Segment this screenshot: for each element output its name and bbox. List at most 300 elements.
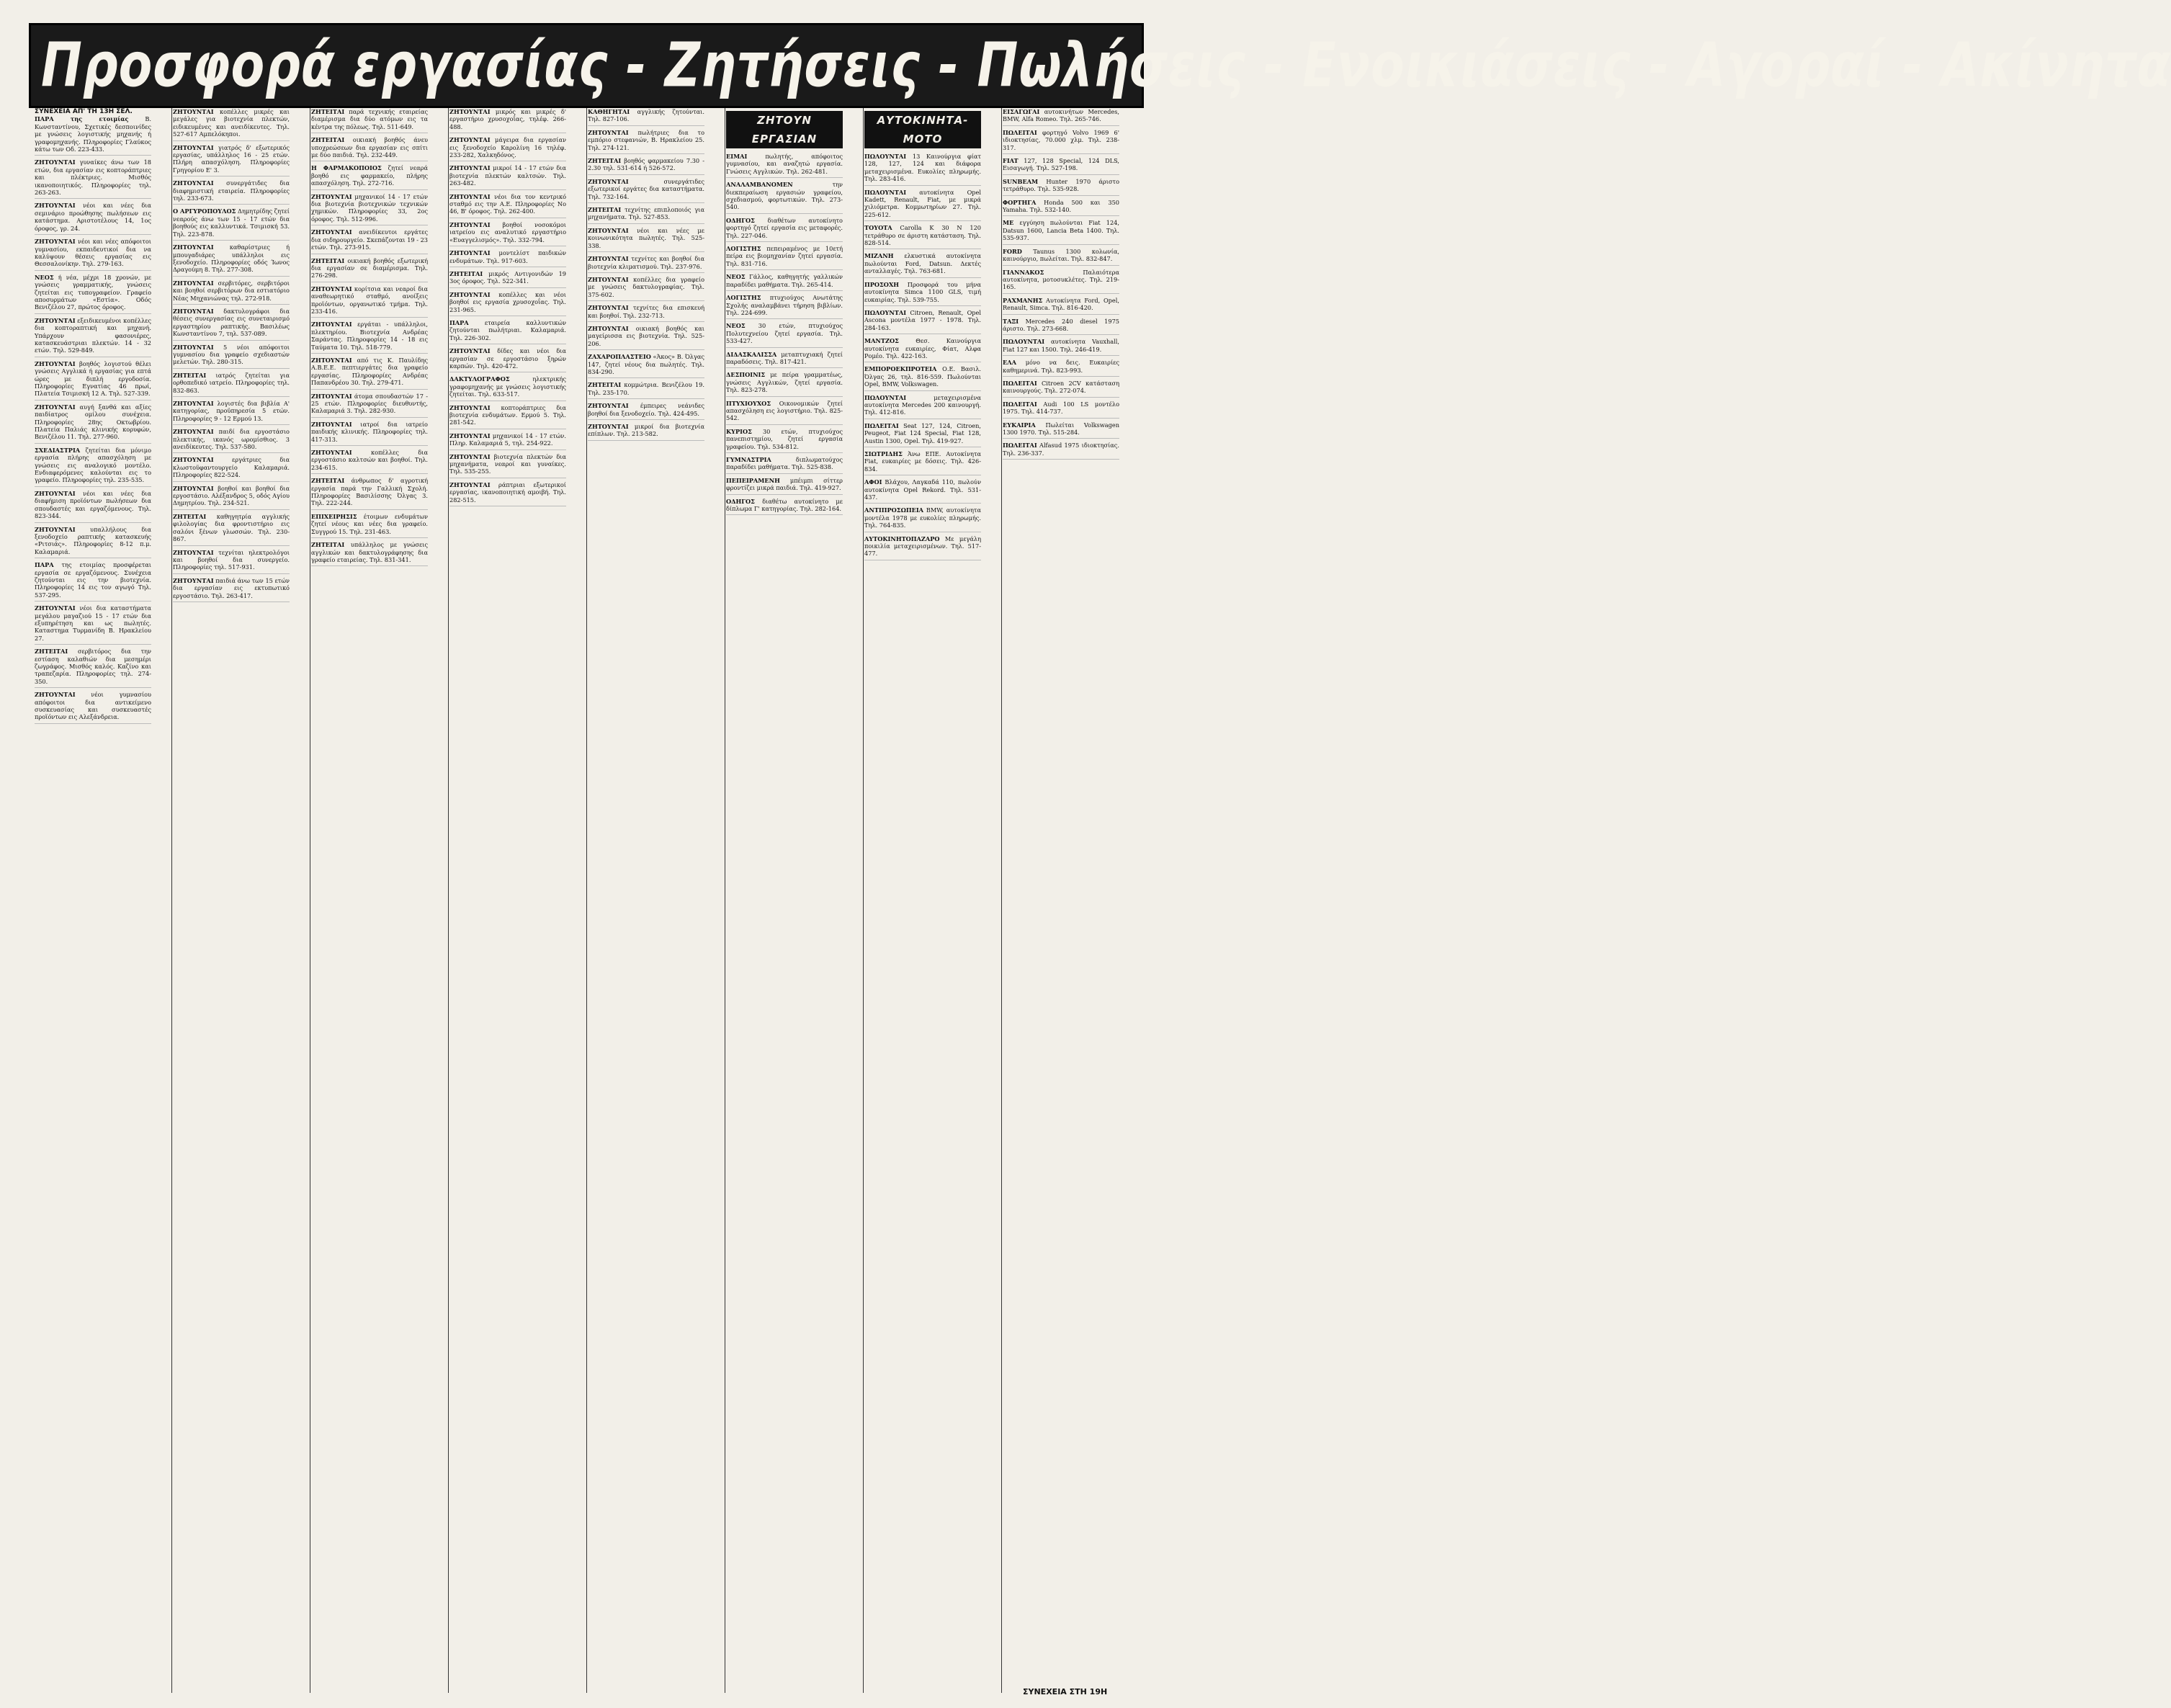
ad-body: οικιακή βοηθός και μαγείρισσα εις βιοτεχνία. Τηλ. 525-206. — [588, 324, 704, 347]
section-heading-jobs: ΖΗΤΟΥΝ ΕΡΓΑΣΙΑΝ — [726, 111, 843, 148]
classified-ad — [1003, 269, 1119, 294]
classified-ad — [173, 344, 290, 369]
classified-ad — [1003, 199, 1119, 217]
ad-body: παρά τεχνικής εταιρείας διαμέρισμα δια δύο ατόμων εις τα κέντρα της πόλεως. Τηλ. 511-649. — [311, 108, 428, 130]
ad-body: υπαλλήλους δια ξενοδοχείο ραπτικής κατασκευής «Ριτσιάς». Πληροφορίες 8-12 π.μ. Καλαμαριά. — [35, 525, 151, 555]
ad-lead-word: ΖΗΤΟΥΝΤΑΙ — [173, 456, 214, 464]
classified-ad — [1003, 129, 1119, 154]
ad-body: νέοι και νέες με κοινωνικότητα πωλητές. Τηλ. 525-338. — [588, 226, 704, 249]
ad-body: τεχνίται ηλεκτρολόγοι και βοηθοί δια συνεργείο. Πληροφορίες τηλ. 517-931. — [173, 548, 290, 571]
ad-lead-word: ΔΑΚΤΥΛΟΓΡΑΦΟΣ — [449, 375, 510, 383]
classified-ad — [726, 322, 843, 347]
ad-body: οικιακή βοηθός εξωτερική δια εργασίαν σε διαμέρισμα. Τηλ. 276-298. — [311, 256, 428, 280]
classified-ad — [726, 371, 843, 396]
classified-ad — [588, 402, 704, 420]
ad-body: συνεργάτιδες δια διαφημιστική εταιρεία. Πληροφορίες τηλ. 233-673. — [173, 179, 290, 202]
classified-ad — [35, 526, 151, 559]
ad-lead-word: Ο ΑΡΓΥΡΟΠΟΥΛΟΣ — [173, 207, 236, 215]
ad-lead-word: ΖΗΤΟΥΝΤΑΙ — [311, 449, 352, 457]
classified-ad — [35, 317, 151, 357]
ad-lead-word: ΔΕΣΠΟΙΝΙΣ — [726, 371, 766, 379]
ad-lead-word: ΖΗΤΕΙΤΑΙ — [173, 371, 207, 379]
classified-ad — [588, 255, 704, 273]
classified-ad — [35, 274, 151, 314]
ad-lead-word: ΖΗΤΟΥΝΤΑΙ — [35, 316, 76, 324]
ad-body: σερβιτόρος δια την εστίαση καλαθιών δια μεσημέρι ζωγράφος. Μισθός καλός. Καζίνο και τραπεζαρία. Πληροφορίες τηλ. 274-350. — [35, 648, 151, 685]
ad-body: αγγλικής ζητούνται. Τηλ. 827-106. — [588, 108, 704, 123]
classified-ad — [449, 375, 566, 401]
ad-body: κορίτσια και νεαροί δια αναθεωρητικό σταθμό, ανοίξεις προϊόντων, οργανωτικό τμήμα. Τηλ. 233-416. — [311, 285, 428, 315]
ad-body: διαθέτω αυτοκίνητο με δίπλωμα Γ' κατηγορίας. Τηλ. 282-164. — [726, 497, 843, 513]
ad-body: πωλητής, απόφοιτος γυμνασίου, και αναζητώ εργασία. Γνώσεις Αγγλικών. Τηλ. 262-481. — [726, 153, 843, 175]
ad-body: τεχνίτες και βοηθοί δια βιοτεχνία κλιματισμού. Τηλ. 237-976. — [588, 255, 704, 270]
classified-ad — [311, 321, 428, 354]
ad-lead-word: ΖΗΤΟΥΝΤΑΙ — [173, 143, 214, 151]
classified-ad — [311, 421, 428, 446]
classified-ad — [588, 381, 704, 399]
ad-lead-word: ΖΗΤΟΥΝΤΑΙ — [449, 452, 491, 460]
classified-ad — [588, 129, 704, 154]
classified-ad — [35, 202, 151, 235]
ad-lead-word: ΔΙΔΑΣΚΑΛΙΣΣΑ — [726, 350, 777, 358]
classified-ad — [726, 245, 843, 270]
ad-body: Citroen 2CV κατάσταση καινουργούς. Τηλ. 272-074. — [1003, 379, 1119, 395]
classified-ad — [35, 158, 151, 199]
ad-lead-word: ΠΩΛΕΙΤΑΙ — [1003, 400, 1037, 408]
ad-lead-word: ΠΑΡΑ — [449, 318, 469, 326]
ad-body: 13 Καινούργια φίατ 128, 127, 124 και διάφορα μεταχειρισμένα. Ευκολίες πληρωμής. Τηλ. 283-416. — [864, 153, 981, 183]
classified-ad — [864, 478, 981, 504]
ad-lead-word: ΤΑΞΙ — [1003, 317, 1019, 325]
ad-body: ζητείται δια μόνιμο εργασία πλήρης απασχόληση με γνώσεις εις αναλογικό μοντέλο. Ενδιαφερόμενες καλούνται εις το γραφείο. Πληροφορίες τηλ. 235-535. — [35, 446, 151, 484]
classified-ad — [864, 153, 981, 186]
banner-title: Προσφορά εργασίας - Ζητήσεις - Πωλήσεις - Ενοικιάσεις - Αγοραί - Ακίνητα — [41, 30, 2171, 102]
ad-lead-word: ΖΗΤΕΙΤΑΙ — [311, 136, 345, 144]
ad-body: άτομα σπουδαστών 17 - 25 ετών. Πληροφορίες διευθυντής, Καλαμαριά 3. Τηλ. 282-930. — [311, 392, 428, 415]
ad-lead-word: ΠΩΛΕΙΤΑΙ — [864, 421, 899, 429]
classified-ad — [311, 449, 428, 474]
ad-body: μηχανικοί 14 - 17 ετών δια βιοτεχνία βιοτεχνικών τεχνικών χημικών. Πληροφορίες 33, 2ος όροφος. Τηλ. 512-996. — [311, 192, 428, 223]
classified-ad — [311, 164, 428, 189]
classified-ad — [449, 108, 566, 133]
ad-lead-word: ΖΗΤΟΥΝΤΑΙ — [35, 604, 76, 612]
ad-lead-word: ΟΔΗΓΟΣ — [726, 216, 755, 224]
ad-lead-word: ΠΩΛΟΥΝΤΑΙ — [864, 188, 907, 196]
ad-body: αυγή ξανθά και αξίες παιδίατρος ομίλου συνέχεια. Πληροφορίες 28ης Οκτωβρίου. Πλατεία Παλιάς κλινικής κορυφών, Βενιζέλου 11. Τηλ. 277-960. — [35, 403, 151, 441]
ad-lead-word: ΚΑΘΗΓΗΤΑΙ — [588, 108, 630, 115]
classified-ad — [173, 372, 290, 397]
ad-lead-word: ΑΝΑΛΑΜΒΑΝΟΜΕΝ — [726, 181, 793, 189]
classified-ad — [449, 270, 566, 288]
classifieds-columns — [35, 108, 1144, 1700]
classifieds-banner — [29, 23, 2171, 108]
ad-lead-word: ΕΛΑ — [1003, 359, 1016, 367]
classified-ad — [726, 153, 843, 178]
ad-body: αυτοκινήτων Mercedes, BMW, Alfa Romeo. Τηλ. 265-746. — [1003, 108, 1119, 123]
ad-body: Hunter 1970 άριστο τετράθυρο. Τηλ. 535-928. — [1003, 177, 1119, 193]
ad-body: Citroen, Renault, Opel Ascona μοντέλα 1977 - 1978. Τηλ. 284-163. — [864, 308, 981, 331]
ad-lead-word: ΖΗΤΕΙΤΑΙ — [311, 477, 345, 485]
ad-lead-word: ΠΩΛΕΙΤΑΙ — [1003, 442, 1037, 450]
ad-body: κοπέλλες δια εργοστάσιο καλτσών και βοηθοί. Τηλ. 234-615. — [311, 449, 428, 471]
classified-ad — [173, 179, 290, 205]
classified-ad — [311, 257, 428, 282]
ad-body: νέοι και νέες δια διαφήμιση προϊόντων πωλήσεων δια σπουδαστές και εργαζόμενους. Τηλ. 823-344. — [35, 489, 151, 520]
classified-ad — [864, 224, 981, 249]
classified-ad — [311, 541, 428, 566]
ad-lead-word: ΕΥΚΑΙΡΙΑ — [1003, 421, 1036, 429]
classified-ad — [1003, 359, 1119, 377]
classified-ad — [726, 217, 843, 242]
classified-ad — [449, 291, 566, 316]
ad-body: πεπειραμένος με 10ετή πείρα εις βιομηχανίαν ζητεί εργασία. Τηλ. 831-716. — [726, 245, 843, 267]
classified-ad — [449, 432, 566, 450]
ad-body: βοηθοί νοσοκόμοι ιατρείου εις αναλυτικό εργαστήριο «Ευαγγελισμός». Τηλ. 332-794. — [449, 220, 566, 243]
classified-ad — [864, 252, 981, 277]
classified-ad — [311, 393, 428, 418]
classified-ad — [864, 394, 981, 419]
ad-lead-word: ΖΗΤΟΥΝΤΑΙ — [311, 192, 352, 200]
ad-body: κοπτοράπτριες δια βιοτεχνία ενδυμάτων. Ερμού 5. Τηλ. 281-542. — [449, 403, 566, 426]
classified-ad — [1003, 338, 1119, 356]
ad-body: λογιστές δια βιβλία Α' κατηγορίας, προϋπηρεσία 5 ετών. Πληροφορίες 9 - 12 Ερμού 13. — [173, 400, 290, 422]
ad-lead-word: ΖΗΤΟΥΝΤΑΙ — [173, 428, 214, 436]
ad-lead-word: ΓΙΑΝΝΑΚΟΣ — [1003, 268, 1044, 276]
classified-ad — [35, 604, 151, 645]
ad-lead-word: ΖΗΤΟΥΝΤΑΙ — [311, 321, 352, 328]
ad-lead-word: ΖΗΤΟΥΝΤΑΙ — [35, 202, 76, 210]
ad-body: βοηθός λογιστού θέλει γνώσεις Αγγλικά ή εργασίας για επτά ώρες με διπλή εργοδοσία. Πληροφορίες Εγνατίας 46 πρωί, Πλατεία Τσιμισκή 12 Α. Τηλ. 527-339. — [35, 359, 151, 398]
ad-body: γυναίκες άνω των 18 ετών, δια εργασίαν εις κοπτοράπτριες και πλέκτριες. Μισθός ικανοποιητικός. Πληροφορίες τηλ. 263-263. — [35, 158, 151, 197]
ad-lead-word: ΖΗΤΟΥΝΤΑΙ — [588, 128, 629, 136]
ad-lead-word: ΠΑΡΑ — [35, 561, 54, 569]
ad-body: εταιρεία καλλυντικών ζητούνται πωλήτριαι. Καλαμαριά. Τηλ. 226-302. — [449, 318, 566, 341]
ad-body: δίδες και νέοι δια εργασίαν σε εργοστάσιο ξηρών καρπών. Τηλ. 420-472. — [449, 347, 566, 370]
ad-lead-word: ΖΗΤΟΥΝΤΑΙ — [588, 255, 629, 263]
classified-ad — [588, 178, 704, 203]
classified-ad — [726, 477, 843, 495]
ad-body: ράπτριαι εξωτερικοί εργασίας, ικανοποιητική αμοιβή. Τηλ. 282-515. — [449, 480, 566, 504]
ad-lead-word: ΕΙΣΑΓΩΓΑΙ — [1003, 108, 1040, 115]
ad-body: νέοι και νέες απόφοιτοι γυμνασίου, εκπαιδευτικοί δια να καλύψουν θέσεις εργασίας εις Θεσσαλονίκην. Τηλ. 279-163. — [35, 238, 151, 268]
classified-ad — [449, 164, 566, 189]
ad-body: μάγειρα δια εργασίαν εις ξενοδοχείο Καρολίνη 16 τηλέφ. 233-282, Χαλκηδόνος. — [449, 136, 566, 159]
classified-ad — [173, 108, 290, 141]
ad-lead-word: ΖΗΤΟΥΝΤΑΙ — [588, 177, 629, 185]
classified-ad — [588, 325, 704, 350]
ad-lead-word: ΖΗΤΕΙΤΑΙ — [311, 256, 345, 264]
ad-body: Θεσ. Καινούργια αυτοκίνητα ευκαιρίες, Φίατ, Αλφα Ρομέο. Τηλ. 422-163. — [864, 337, 981, 359]
ad-lead-word: ΑΝΤΙΠΡΟΣΩΠΕΙΑ — [864, 506, 924, 514]
classified-ad — [1003, 108, 1119, 126]
ad-body: παιδιά άνω των 15 ετών δια εργασίαν εις εκτυπωτικό εργοστάσιο. Τηλ. 263-417. — [173, 576, 290, 599]
classified-ad — [449, 404, 566, 429]
ad-body: BMW, αυτοκίνητα μοντέλα 1978 με ευκολίες πληρωμής. Τηλ. 764-835. — [864, 506, 981, 529]
classified-ad — [726, 498, 843, 516]
ad-body: τεχνίτες δια επισκευή και βοηθοί. Τηλ. 232-713. — [588, 304, 704, 319]
classified-ad — [726, 428, 843, 453]
ad-lead-word: ΖΗΤΟΥΝΤΑΙ — [449, 290, 491, 298]
classified-ad — [173, 308, 290, 341]
classified-ad — [311, 228, 428, 254]
ad-body: ανειδίκευτοι εργάτες δια σιδηρουργείο. Σκεπάζονται 19 - 23 ετών. Τηλ. 273-915. — [311, 228, 428, 251]
ad-body: Αudi 100 LS μοντέλο 1975. Τηλ. 414-737. — [1003, 400, 1119, 416]
classified-ad — [726, 294, 843, 319]
ad-lead-word: ΝΕΟΣ — [35, 273, 54, 281]
classified-ad — [35, 490, 151, 523]
ad-lead-word: ΜΕ — [1003, 219, 1014, 227]
ad-body: διαθέτων αυτοκίνητο φορτηγό ζητεί εργασία εις μεταφορές. Τηλ. 227-046. — [726, 216, 843, 239]
ad-body: εγγύηση πωλούνται Fiat 124, Datsun 1600, Lancia Beta 1400. Τηλ. 535-937. — [1003, 219, 1119, 242]
ad-lead-word: ΠΑΡΑ της ετοιμίας — [35, 115, 129, 123]
ad-lead-word: ΠΩΛΟΥΝΤΑΙ — [1003, 338, 1045, 346]
ad-lead-word: ΦΟΡΤΗΓΑ — [1003, 198, 1037, 206]
ad-lead-word: ΖΗΤΟΥΝΤΑΙ — [449, 164, 491, 172]
classified-ad — [311, 477, 428, 510]
classified-ad — [449, 481, 566, 506]
ad-lead-word: ΖΗΤΟΥΝΤΑΙ — [173, 400, 214, 407]
ad-body: βοηθός φαρμακείου 7.30 - 2.30 τηλ. 531-614 ή 526-572. — [588, 157, 704, 172]
ad-body: μικροί δια βιοτεχνία επίπλων. Τηλ. 213-582. — [588, 423, 704, 438]
ad-body: νέοι δια καταστήματα μεγάλου μαγαζιού 15 - 17 ετών δια εξυπηρέτηση και ως πωλητές. Καταστημα Τυρμανίδη Β. Ηρακλείου 27. — [35, 604, 151, 642]
ad-lead-word: ΣΧΕΔΙΑΣΤΡΙΑ — [35, 446, 81, 454]
ad-body: βιοτεχνία πλεκτών δια μηχανήματα, νεαροί και γυναίκες. Τηλ. 535-255. — [449, 452, 566, 475]
ad-lead-word: ΟΔΗΓΟΣ — [726, 497, 755, 505]
classified-ad — [864, 189, 981, 222]
classified-ad — [726, 456, 843, 474]
classified-ad — [449, 347, 566, 372]
ad-body: γιατρός δ' εξωτερικός εργασίας, υπάλληλος 16 - 25 ετών. Πλήρη απασχόληση. Πληροφορίες Γρηγορίου Ε' 3. — [173, 143, 290, 174]
classified-ad — [35, 238, 151, 271]
ad-body: Προσφορά του μήνα αυτοκίνητα Simca 1100 GLS, τιμή ευκαιρίας. Τηλ. 539-755. — [864, 280, 981, 303]
ad-body: τεχνίτης επιπλοποιός για μηχανήματα. Τηλ. 527-853. — [588, 206, 704, 221]
classified-ad — [311, 136, 428, 161]
ad-body: φορτηγό Volvo 1969 6' ιδιοκτησίας, 70.000 χλμ. Τηλ. 238-317. — [1003, 128, 1119, 151]
ad-body: Seat 127, 124, Citroen, Peugeot, Fiat 124 Special, Fiat 128, Austin 1300, Opel. Τηλ. 419-927. — [864, 421, 981, 444]
ad-body: από τις Κ. Παυλίδης Α.Β.Ε.Ε. πεπτιεργάτες δια γραφείο εργασίας. Πληροφορίες Ανδρέας Παπανδρέου 30. Τηλ. 279-471. — [311, 356, 428, 387]
ad-body: βοηθοί και βοηθοί δια εργοστάσιο. Αλέξανδρος 5, οδός Αγίου Δημητρίου. Τηλ. 234-521. — [173, 484, 290, 507]
ad-body: μικροί 14 - 17 ετών δια βιοτεχνία πλεκτών καλτσών. Τηλ. 263-482. — [449, 164, 566, 187]
ad-lead-word: ΖΗΤΟΥΝΤΑΙ — [449, 136, 491, 144]
ad-body: ιατρός ζητείται για ορθοπεδικό ιατρείο. Πληροφορίες τηλ. 832-863. — [173, 371, 290, 394]
classified-ad — [726, 273, 843, 291]
classified-ad — [1003, 442, 1119, 460]
ad-body: εργάτριες δια κλωστοϋφαντουργείο Καλαμαριά. Πληροφορίες 822-524. — [173, 456, 290, 479]
ad-lead-word: ΠΡΟΣΟΧΗ — [864, 280, 900, 288]
ad-body: υπάλληλος με γνώσεις αγγλικών και δακτυλογράφησης δια γραφείο εταιρείας. Τηλ. 831-341. — [311, 541, 428, 563]
ad-body: άνθρωπος δ' αγροτική εργασία παρά την Γαλλική Σχολή. Πληροφορίες Βασιλίσσης Όλγας 3. Τηλ. 222-244. — [311, 477, 428, 507]
ad-lead-word: ΣΙΩΤΡΙΔΗΣ — [864, 450, 903, 457]
ad-lead-word: ΖΗΤΟΥΝΤΑΙ — [311, 356, 352, 364]
ad-lead-word: ΖΗΤΕΙΤΑΙ — [588, 157, 622, 165]
ad-body: Ο.Ε. Βασιλ. Όλγας 26, τηλ. 816-559. Πωλούνται Opel, BMW, Volkswagen. — [864, 365, 981, 388]
ad-body: Με μεγάλη ποικιλία μεταχειρισμένων. Τηλ. 517-477. — [864, 535, 981, 558]
ad-body: αυτοκίνητα Opel Kadett, Renault, Fiat, με μικρά χιλιόμετρα. Κομμωτηρίων 27. Τηλ. 225-612. — [864, 188, 981, 218]
ad-body: Αυτοκίνητα Ford, Opel, Renault, Simca. Τηλ. 816-420. — [1003, 296, 1119, 312]
classified-ad — [311, 193, 428, 226]
ad-body: Mercedes 240 diesel 1975 άριστο. Τηλ. 273-668. — [1003, 317, 1119, 332]
section-heading-cars: ΑΥΤΟΚΙΝΗΤΑ-ΜΟΤΟ — [864, 111, 981, 148]
classified-ad — [449, 453, 566, 478]
ad-lead-word: ΛΟΓΙΣΤΗΣ — [726, 245, 761, 253]
ad-lead-word: ΖΗΤΟΥΝΤΑΙ — [173, 307, 214, 315]
classified-ad — [726, 181, 843, 214]
ad-lead-word: ΓΥΜΝΑΣΤΡΙΑ — [726, 456, 771, 463]
ad-body: Οικονομικών ζητεί απασχόληση εις λογιστήριο. Τηλ. 825-542. — [726, 399, 843, 422]
ad-lead-word: ΖΗΤΟΥΝΤΑΙ — [173, 243, 214, 251]
ads-column — [864, 108, 981, 1696]
ad-body: διπλωματούχος παραδίδει μαθήματα. Τηλ. 525-838. — [726, 456, 843, 471]
classified-ad — [588, 423, 704, 441]
ads-column — [1003, 108, 1119, 1696]
classified-ad — [1003, 157, 1119, 175]
classified-ad — [449, 136, 566, 161]
ad-body: εργάται - υπάλληλοι, πλεκτηρίου. Βιοτεχνία Ανδρέας Σαράντας. Πληροφορίες 14 - 18 εις Ταύματα 10. Τηλ. 518-779. — [311, 321, 428, 351]
ad-body: με πείρα γραμματέως, γνώσεις Αγγλικών, ζητεί εργασία. Τηλ. 823-278. — [726, 371, 843, 394]
ad-lead-word: ΑΦΟΙ — [864, 478, 882, 486]
ad-lead-word: ΖΗΤΕΙΤΑΙ — [588, 381, 622, 389]
classified-ad — [173, 456, 290, 481]
ad-lead-word: ΖΗΤΟΥΝΤΑΙ — [588, 304, 629, 312]
ad-lead-word: ΖΗΤΟΥΝΤΑΙ — [35, 158, 76, 166]
ad-body: πωλήτριες δια το εμπόριο στεφανιών, Β. Ηρακλείου 25. Τηλ. 274-121. — [588, 128, 704, 151]
classified-ad — [311, 357, 428, 390]
ad-lead-word: ΖΗΤΟΥΝΤΑΙ — [173, 576, 214, 584]
ad-lead-word: ΠΩΛΟΥΝΤΑΙ — [864, 153, 907, 160]
ad-body: συνεργάτιδες εξωτερικοί εργάτες δια καταστήματα. Τηλ. 732-164. — [588, 177, 704, 200]
ad-lead-word: ΖΗΤΟΥΝΤΑΙ — [173, 279, 214, 287]
ad-body: της ετοιμίας προσφέρεται εργασία σε εργαζόμενους. Συνέχεια ζητούνται εις την βιοτεχνία. Πληροφορίες 14 εις τον αγωγό Τηλ. 537-295. — [35, 561, 151, 599]
ad-body: Alfasud 1975 ιδιοκτησίας. Τηλ. 236-337. — [1003, 442, 1119, 457]
classified-ad — [864, 337, 981, 362]
ad-lead-word: ΖΗΤΟΥΝΤΑΙ — [173, 108, 214, 115]
ad-body: ελκυστικά αυτοκίνητα πωλούνται Ford, Datsun. Δεκτές ανταλλαγές. Τηλ. 763-681. — [864, 252, 981, 275]
ad-lead-word: ΖΗΤΟΥΝΤΑΙ — [588, 402, 629, 410]
ad-body: Γάλλος, καθηγητής γαλλικών παραδίδει μαθήματα. Τηλ. 265-414. — [726, 273, 843, 288]
ad-body: έμπειρες νεάνιδες βοηθοί δια ξενοδοχείο. Τηλ. 424-495. — [588, 402, 704, 417]
ad-body: οικιακή βοηθός άνευ υποχρεώσεων δια εργασίαν εις σπίτι με δύο παιδιά. Τηλ. 232-449. — [311, 136, 428, 159]
ad-lead-word: ΖΗΤΟΥΝΤΑΙ — [449, 403, 491, 411]
ad-body: Άνω ΕΠΕ. Αυτοκίνητα Fiat, ευκαιρίες με δόσεις. Τηλ. 426-834. — [864, 450, 981, 473]
ad-body: ιατροί δια ιατρείο παιδικής κλινικής. Πληροφορίες τηλ. 417-313. — [311, 420, 428, 443]
ad-lead-word: ΖΗΤΟΥΝΤΑΙ — [449, 192, 491, 200]
ad-body: εξειδικευμένοι κοπέλλες δια κοπτοραπτική και μηχανή. Υπάρχουν φασονιέρες, κατασκευάστριαι πλεκτών. 14 - 32 ετών. Τηλ. 529-849. — [35, 316, 151, 354]
ad-body: Carolla Κ 30 Ν 120 τετράθυρο σε άριστη κατάσταση. Τηλ. 828-514. — [864, 224, 981, 247]
ad-lead-word: ΡΑΧΜΑΝΗΣ — [1003, 296, 1043, 304]
classified-ad — [864, 506, 981, 532]
classified-ad — [1003, 421, 1119, 439]
classified-ad — [173, 549, 290, 574]
ads-column — [311, 108, 428, 1696]
ad-lead-word: ΜΙΖΑΝΗ — [864, 252, 894, 260]
classified-ad — [864, 281, 981, 306]
ads-column — [449, 108, 566, 1696]
ads-column — [726, 108, 843, 1696]
ad-body: την διεκπεραίωση εργασιών γραφείου, σχεδιασμού, φορτωτικών. Τηλ. 273-540. — [726, 181, 843, 211]
classified-ad — [35, 561, 151, 602]
ad-body: κοπέλλες και νέοι βοηθοί εις εργασία χρυσοχοΐας. Τηλ. 231-965. — [449, 290, 566, 313]
ad-body: σερβιτόρες, σερβιτόροι και βοηθοί σερβιτόρων δια εστιατόριο Νέας Μηχανιώνας τηλ. 272-918. — [173, 279, 290, 302]
classified-ad — [864, 450, 981, 475]
ads-column — [588, 108, 704, 1696]
ad-lead-word: ΖΗΤΟΥΝΤΑΙ — [173, 484, 214, 492]
ad-body: μοντελίστ παιδικών ενδυμάτων. Τηλ. 917-603. — [449, 249, 566, 264]
classified-ad — [173, 400, 290, 425]
ad-lead-word: ΠΩΛΕΙΤΑΙ — [1003, 128, 1037, 136]
classified-ad — [726, 351, 843, 369]
ad-body: καθαρίστριες ή μπουγαδιάρες υπάλληλοι εις ξενοδοχείο. Πληροφορίες οδός Ίωνος Δραγούμη 8. Τηλ. 277-308. — [173, 243, 290, 274]
ads-column — [35, 108, 151, 1696]
classified-ad — [35, 403, 151, 444]
ad-lead-word: ΚΥΡΙΟΣ — [726, 427, 752, 435]
ad-body: αυτοκίνητα Vauxhall, Fiat 127 και 1500. Τηλ. 246-419. — [1003, 338, 1119, 353]
ad-lead-word: ΕΜΠΟΡΟΕΚΠΡΟΤΕΙΑ — [864, 365, 937, 373]
ad-lead-word: ΖΗΤΟΥΝΤΑΙ — [588, 324, 629, 332]
classified-ad — [1003, 219, 1119, 244]
ad-lead-word: ΖΗΤΕΙΤΑΙ — [311, 541, 345, 549]
ad-body: 127, 128 Special, 124 DLS, Εισαγωγή. Τηλ. 527-198. — [1003, 157, 1119, 172]
ad-lead-word: ΑΥΤΟΚΙΝΗΤΟΠΑΖΑΡΟ — [864, 535, 940, 542]
classified-ad — [449, 249, 566, 267]
ad-body: Βλάχου, Λαγκαδά 110, πωλούν αυτοκίνητα Opel Rekord. Τηλ. 531-437. — [864, 478, 981, 501]
ad-lead-word: ΖΗΤΟΥΝΤΑΙ — [311, 392, 352, 400]
ad-lead-word: ΖΗΤΟΥΝΤΑΙ — [35, 238, 76, 246]
ad-body: νέοι και νέες δια σεμινάριο προώθησης πωλήσεων εις κατάστημα. Αριστοτέλους 14, 1ος όροφος, γρ. 24. — [35, 202, 151, 232]
ad-body: ηλεκτρικής γραφομηχανής με γνώσεις λογιστικής ζητείται. Τηλ. 633-517. — [449, 375, 566, 398]
classified-ad — [173, 144, 290, 177]
ad-lead-word: FIAT — [1003, 157, 1019, 165]
ad-body: «Άκος» Β. Όλγας 147, ζητεί νέους δια πωλητές. Τηλ. 834-290. — [588, 353, 704, 375]
classified-ad — [449, 221, 566, 246]
ad-lead-word: ΕΠΙΧΕΙΡΗΣΙΣ — [311, 512, 357, 520]
classified-ad — [173, 207, 290, 241]
ad-body: Πωλείται Volkswagen 1300 1970. Τηλ. 515-284. — [1003, 421, 1119, 436]
ad-lead-word: ΖΗΤΟΥΝΤΑΙ — [588, 423, 629, 430]
classified-ad — [588, 206, 704, 224]
ad-body: κοπέλλες δια γραφείο με γνώσεις δακτυλογραφίας. Τηλ. 375-602. — [588, 275, 704, 298]
ad-body: μόνο να δεις. Ευκαιρίες καθημερινά. Τηλ. 823-993. — [1003, 359, 1119, 374]
classified-ad — [864, 365, 981, 390]
ad-body: κομμώτρια. Βενιζέλου 19. Τηλ. 235-170. — [588, 381, 704, 396]
continuation-label: ΣΥΝΕΧΕΙΑ ΑΠ' ΤΗ 13Η ΣΕΛ. — [35, 108, 133, 115]
ad-lead-word: ΝΕΟΣ — [726, 273, 746, 281]
ad-lead-word: ΖΗΤΟΥΝΤΑΙ — [449, 220, 491, 228]
ad-body: Β. Κωνσταντίνου, Σχετικές δεσποινίδες με γνώσεις λογιστικής μηχανής ή γραφομηχανής. Πληροφορίες Γλαύκος κάτω των Οδ. 223-433. — [35, 115, 151, 153]
ad-body: 30 ετών, πτυχιούχος πανεπιστημίου, ζητεί εργασία γραφείου. Τηλ. 534-812. — [726, 427, 843, 450]
ad-lead-word: ΠΤΥΧΙΟΥΧΟΣ — [726, 399, 771, 407]
ad-body: μικρός Αντιγονιδών 19 3ος όροφος. Τηλ. 522-341. — [449, 269, 566, 285]
ad-lead-word: ΖΗΤΟΥΝΤΑΙ — [35, 691, 76, 699]
classified-ad — [588, 227, 704, 252]
ad-body: μπέιμπι σίττερ φροντίζει μικρά παιδιά. Τηλ. 419-927. — [726, 476, 843, 492]
classified-ad — [588, 276, 704, 301]
classified-ad — [1003, 248, 1119, 266]
ad-lead-word: ΖΗΤΟΥΝΤΑΙ — [588, 275, 629, 283]
ad-lead-word: ΖΗΤΟΥΝΤΑΙ — [35, 403, 76, 411]
ad-lead-word: ΜΑΝΤΖΟΣ — [864, 337, 899, 345]
ad-lead-word: ΖΗΤΕΙΤΑΙ — [311, 108, 345, 115]
ad-body: ζητεί νεαρά βοηθό εις φαρμακείο, πλήρης απασχόληση. Τηλ. 272-716. — [311, 164, 428, 187]
ad-lead-word: ΖΗΤΕΙΤΑΙ — [449, 269, 483, 277]
ad-body: Honda 500 και 350 Yamaha. Τηλ. 532-140. — [1003, 198, 1119, 214]
classified-ad — [35, 691, 151, 724]
classified-ad — [449, 319, 566, 344]
classified-ad — [588, 108, 704, 126]
ad-body: Παλαιότερα αυτοκίνητα, μοτοσυκλέτες. Τηλ. 219-165. — [1003, 268, 1119, 291]
ad-lead-word: ΖΗΤΟΥΝΤΑΙ — [311, 228, 352, 236]
ad-body: Δημητρίδης ζητεί νεαρούς άνω των 15 - 17 ετών δια βοηθούς εις καλλυντικά. Τσιμισκή 53. Τηλ. 223-878. — [173, 207, 290, 238]
ad-body: μεταχειρισμένα αυτοκίνητα Mercedes 200 καινουργή. Τηλ. 412-816. — [864, 393, 981, 416]
